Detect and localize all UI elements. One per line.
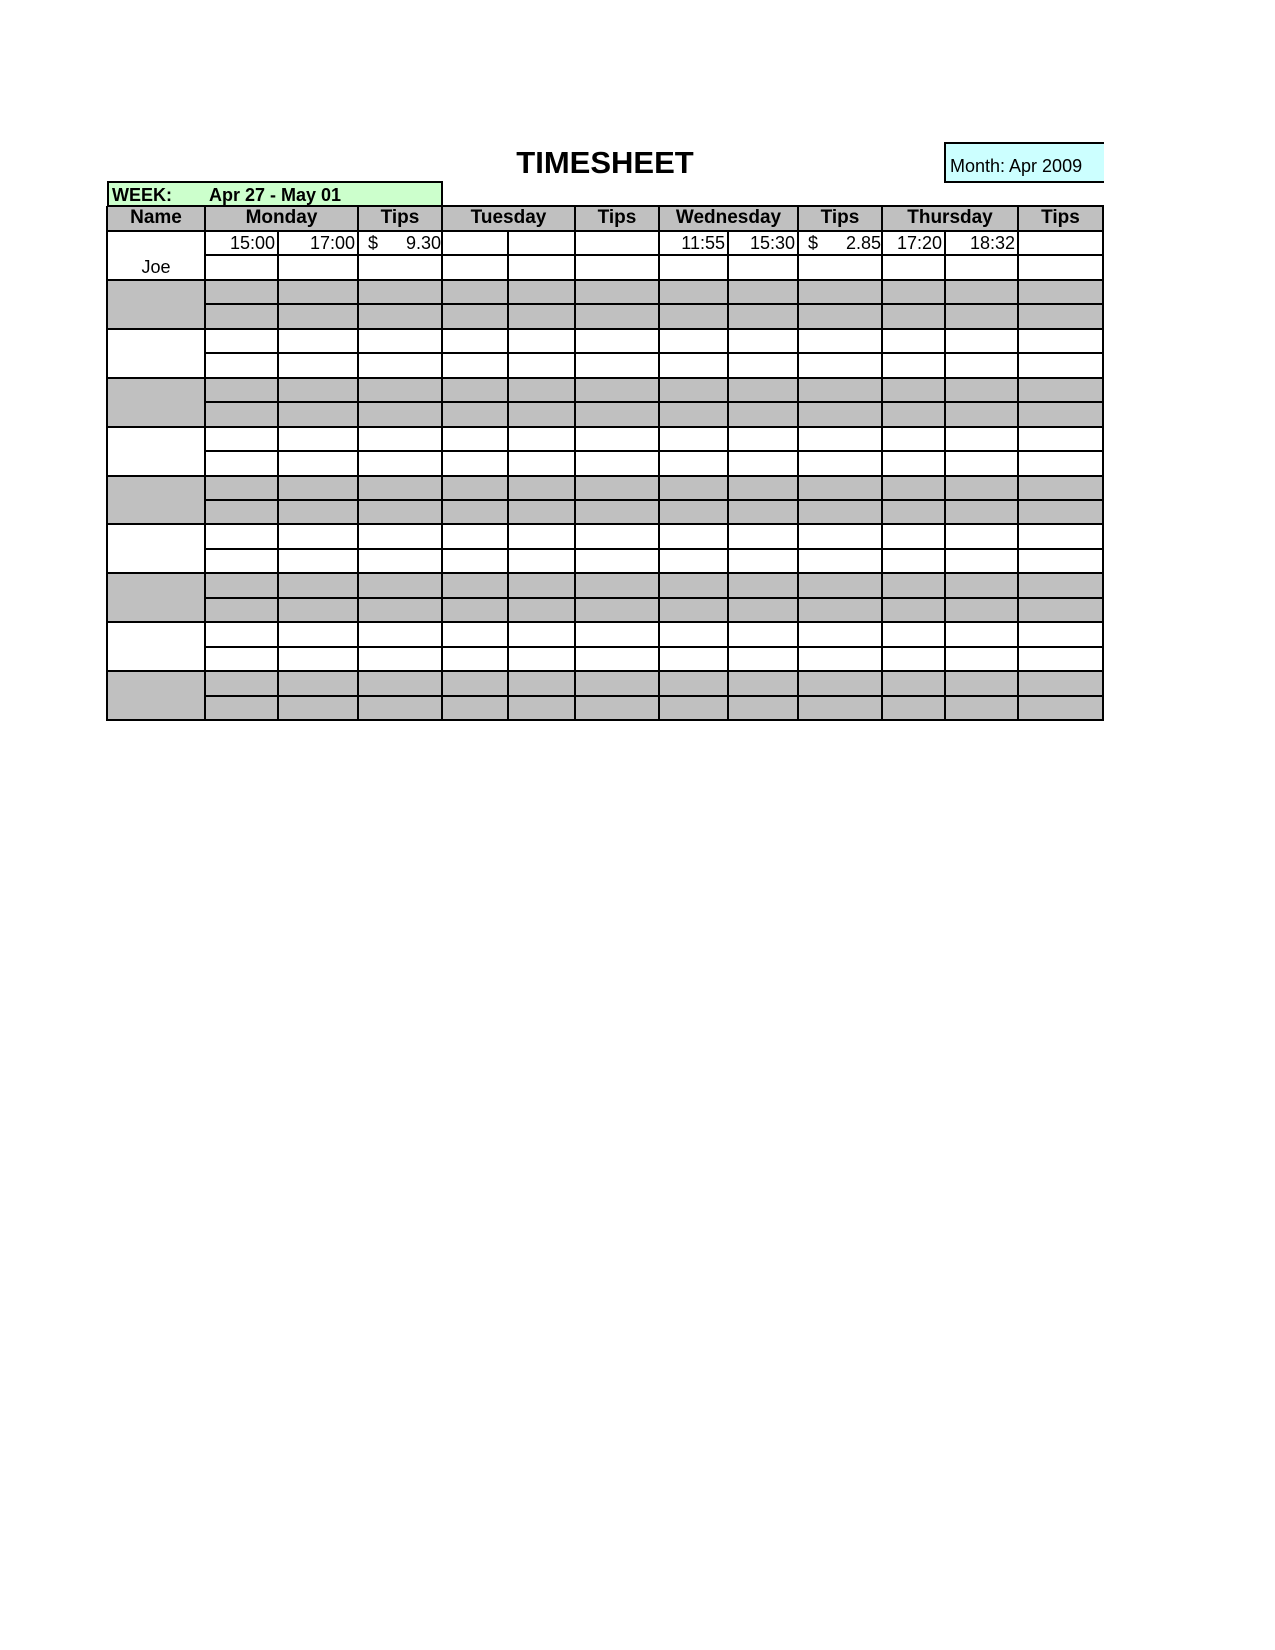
tuesday-out-cell[interactable] xyxy=(508,476,575,500)
tuesday-in-cell[interactable] xyxy=(442,427,508,451)
wednesday-in-cell[interactable] xyxy=(659,280,728,304)
monday-out-cell[interactable] xyxy=(278,500,358,524)
monday-in-cell[interactable] xyxy=(205,427,278,451)
employee-name-cell[interactable] xyxy=(107,524,205,573)
grid-line xyxy=(441,206,443,231)
monday-out-cell[interactable] xyxy=(278,524,358,548)
employee-name-cell[interactable] xyxy=(107,329,205,378)
wednesday-tips-cell[interactable] xyxy=(798,647,882,671)
grid-line xyxy=(107,719,1104,721)
tuesday-in-cell[interactable] xyxy=(442,329,508,353)
wednesday-out-cell[interactable] xyxy=(728,402,798,426)
monday-out-cell[interactable] xyxy=(278,280,358,304)
thursday-out-cell[interactable] xyxy=(945,476,1018,500)
grid-line xyxy=(107,230,1104,232)
column-header-tips: Tips xyxy=(1018,206,1103,231)
tuesday-in-cell[interactable] xyxy=(442,280,508,304)
wednesday-tips-cell[interactable] xyxy=(798,500,882,524)
wednesday-out-cell[interactable] xyxy=(728,329,798,353)
wednesday-tips-cell[interactable] xyxy=(798,304,882,328)
monday-in-cell[interactable] xyxy=(205,524,278,548)
thursday-out-cell[interactable] xyxy=(945,402,1018,426)
grid-line xyxy=(574,206,576,231)
wednesday-tips-cell[interactable] xyxy=(798,671,882,695)
tuesday-in-cell[interactable] xyxy=(442,549,508,573)
thursday-in-cell[interactable] xyxy=(882,255,945,279)
monday-out-cell[interactable] xyxy=(278,353,358,377)
monday-in-cell[interactable] xyxy=(205,622,278,646)
tip-amount: 2.85 xyxy=(845,233,881,253)
monday-out-cell[interactable] xyxy=(278,622,358,646)
wednesday-out-cell[interactable] xyxy=(728,598,798,622)
grid-line xyxy=(205,401,1104,403)
wednesday-in-cell[interactable] xyxy=(659,573,728,597)
wednesday-in-cell[interactable] xyxy=(659,647,728,671)
monday-tips-cell[interactable] xyxy=(358,304,442,328)
wednesday-out-cell[interactable] xyxy=(728,696,798,720)
wednesday-in-cell[interactable] xyxy=(659,476,728,500)
monday-out-cell[interactable] xyxy=(278,598,358,622)
tip-amount: 9.30 xyxy=(405,233,441,253)
monday-tips-cell[interactable] xyxy=(358,622,442,646)
tuesday-tips-cell[interactable] xyxy=(575,427,659,451)
wednesday-in-cell[interactable] xyxy=(659,255,728,279)
tuesday-tips-cell[interactable] xyxy=(575,280,659,304)
tuesday-tips-cell[interactable] xyxy=(575,696,659,720)
wednesday-out-cell[interactable] xyxy=(728,427,798,451)
monday-out-cell[interactable] xyxy=(278,255,358,279)
grid-line xyxy=(107,205,1104,207)
thursday-in-cell[interactable] xyxy=(882,329,945,353)
tuesday-tips-cell[interactable] xyxy=(575,598,659,622)
grid-line xyxy=(205,450,1104,452)
tuesday-tips-cell[interactable] xyxy=(575,500,659,524)
thursday-out-cell[interactable] xyxy=(945,353,1018,377)
tuesday-out-cell[interactable] xyxy=(508,378,575,402)
monday-in-cell[interactable] xyxy=(205,500,278,524)
thursday-in-cell[interactable] xyxy=(882,573,945,597)
monday-in-cell[interactable] xyxy=(205,696,278,720)
monday-tips-cell[interactable] xyxy=(358,598,442,622)
wednesday-tips-cell[interactable] xyxy=(798,378,882,402)
employee-name-cell[interactable] xyxy=(107,671,205,720)
thursday-tips-cell[interactable] xyxy=(1018,353,1103,377)
monday-in-cell[interactable] xyxy=(205,647,278,671)
tuesday-in-cell[interactable] xyxy=(442,476,508,500)
monday-in-cell[interactable] xyxy=(205,280,278,304)
wednesday-in-cell[interactable] xyxy=(659,500,728,524)
monday-in-cell[interactable] xyxy=(205,671,278,695)
tuesday-in-cell[interactable] xyxy=(442,353,508,377)
thursday-out-cell[interactable] xyxy=(945,304,1018,328)
tuesday-out-cell[interactable] xyxy=(508,329,575,353)
monday-out-cell[interactable] xyxy=(278,427,358,451)
wednesday-in-cell[interactable] xyxy=(659,378,728,402)
grid-line xyxy=(357,206,359,231)
grid-line xyxy=(205,303,1104,305)
monday-in-cell[interactable] xyxy=(205,255,278,279)
week-label: WEEK: xyxy=(112,185,172,205)
monday-in-cell[interactable] xyxy=(205,598,278,622)
tuesday-tips-cell[interactable] xyxy=(575,524,659,548)
monday-in-cell[interactable] xyxy=(205,451,278,475)
thursday-tips-cell[interactable] xyxy=(1018,524,1103,548)
thursday-tips-cell[interactable] xyxy=(1018,696,1103,720)
tuesday-in-cell[interactable] xyxy=(442,671,508,695)
tuesday-out-cell[interactable] xyxy=(508,500,575,524)
tuesday-tips-cell[interactable] xyxy=(575,451,659,475)
tuesday-in-cell[interactable] xyxy=(442,500,508,524)
tuesday-out-cell[interactable] xyxy=(508,427,575,451)
thursday-in-cell[interactable] xyxy=(882,304,945,328)
wednesday-in-cell[interactable] xyxy=(659,353,728,377)
grid-line xyxy=(107,426,1104,428)
monday-in-cell[interactable] xyxy=(205,329,278,353)
currency-symbol: $ xyxy=(368,233,379,253)
wednesday-tips-cell[interactable] xyxy=(798,231,882,255)
tuesday-out-cell[interactable] xyxy=(508,696,575,720)
thursday-out-cell[interactable] xyxy=(945,671,1018,695)
thursday-out-cell[interactable]: 18:32 xyxy=(969,233,1015,253)
thursday-out-cell[interactable] xyxy=(945,573,1018,597)
monday-tips-cell[interactable] xyxy=(358,255,442,279)
week-range-value[interactable]: Apr 27 - May 01 xyxy=(209,185,342,205)
thursday-tips-cell[interactable] xyxy=(1018,573,1103,597)
grid-line xyxy=(106,206,108,231)
grid-line xyxy=(107,670,1104,672)
thursday-in-cell[interactable] xyxy=(882,402,945,426)
monday-out-cell[interactable] xyxy=(278,476,358,500)
tuesday-in-cell[interactable] xyxy=(442,524,508,548)
thursday-tips-cell[interactable] xyxy=(1018,304,1103,328)
wednesday-out-cell[interactable] xyxy=(728,500,798,524)
wednesday-in-cell[interactable] xyxy=(659,598,728,622)
thursday-in-cell[interactable] xyxy=(882,500,945,524)
wednesday-out-cell[interactable]: 15:30 xyxy=(749,233,795,253)
employee-name-cell[interactable]: Joe xyxy=(141,257,171,277)
thursday-out-cell[interactable] xyxy=(945,647,1018,671)
employee-name-cell[interactable] xyxy=(107,573,205,622)
wednesday-out-cell[interactable] xyxy=(728,671,798,695)
thursday-tips-cell[interactable] xyxy=(1018,402,1103,426)
monday-in-cell[interactable] xyxy=(205,476,278,500)
monday-in-cell[interactable] xyxy=(205,353,278,377)
thursday-tips-cell[interactable] xyxy=(1018,647,1103,671)
page-title: TIMESHEET xyxy=(516,145,694,180)
wednesday-out-cell[interactable] xyxy=(728,451,798,475)
wednesday-tips-cell[interactable] xyxy=(798,402,882,426)
monday-tips-cell[interactable] xyxy=(358,696,442,720)
thursday-out-cell[interactable] xyxy=(945,622,1018,646)
thursday-in-cell[interactable] xyxy=(882,280,945,304)
tuesday-out-cell[interactable] xyxy=(508,280,575,304)
thursday-in-cell[interactable] xyxy=(882,427,945,451)
tuesday-in-cell[interactable] xyxy=(442,573,508,597)
tuesday-tips-cell[interactable] xyxy=(575,476,659,500)
monday-in-cell[interactable] xyxy=(205,573,278,597)
wednesday-out-cell[interactable] xyxy=(728,476,798,500)
grid-line xyxy=(658,206,660,231)
monday-tips-cell[interactable] xyxy=(358,647,442,671)
monday-tips-cell[interactable] xyxy=(358,451,442,475)
wednesday-in-cell[interactable] xyxy=(659,524,728,548)
tuesday-out-cell[interactable] xyxy=(508,255,575,279)
grid-line xyxy=(205,548,1104,550)
grid-line xyxy=(205,499,1104,501)
grid-line xyxy=(205,597,1104,599)
wednesday-in-cell[interactable] xyxy=(659,549,728,573)
tuesday-in-cell[interactable] xyxy=(442,402,508,426)
column-header-tips: Tips xyxy=(575,206,659,231)
tuesday-in-cell[interactable] xyxy=(442,598,508,622)
wednesday-out-cell[interactable] xyxy=(728,647,798,671)
tuesday-in-cell[interactable] xyxy=(442,622,508,646)
monday-out-cell[interactable] xyxy=(278,304,358,328)
tuesday-in-cell[interactable] xyxy=(442,696,508,720)
tuesday-tips-cell[interactable] xyxy=(575,402,659,426)
thursday-in-cell[interactable] xyxy=(882,378,945,402)
month-field[interactable]: Month: Apr 2009 xyxy=(944,142,1104,183)
tuesday-out-cell[interactable] xyxy=(508,549,575,573)
grid-line xyxy=(107,572,1104,574)
wednesday-tips-cell[interactable] xyxy=(798,451,882,475)
grid-line xyxy=(1102,206,1104,231)
thursday-in-cell[interactable]: 17:20 xyxy=(896,233,942,253)
thursday-tips-cell[interactable] xyxy=(1018,378,1103,402)
thursday-out-cell[interactable] xyxy=(945,500,1018,524)
wednesday-in-cell[interactable] xyxy=(659,696,728,720)
monday-in-cell[interactable]: 15:00 xyxy=(229,233,275,253)
thursday-tips-cell[interactable] xyxy=(1018,329,1103,353)
thursday-out-cell[interactable] xyxy=(945,696,1018,720)
monday-tips-cell[interactable] xyxy=(358,231,442,255)
grid-line xyxy=(205,695,1104,697)
tuesday-tips-cell[interactable] xyxy=(575,573,659,597)
tuesday-in-cell[interactable] xyxy=(442,378,508,402)
column-header-tuesday: Tuesday xyxy=(442,206,575,231)
wednesday-out-cell[interactable] xyxy=(728,622,798,646)
employee-name-cell[interactable] xyxy=(107,476,205,525)
wednesday-tips-cell[interactable] xyxy=(798,573,882,597)
tuesday-in-cell[interactable] xyxy=(442,451,508,475)
wednesday-out-cell[interactable] xyxy=(728,255,798,279)
tuesday-out-cell[interactable] xyxy=(508,671,575,695)
tuesday-out-cell[interactable] xyxy=(508,622,575,646)
tuesday-in-cell[interactable] xyxy=(442,304,508,328)
tuesday-out-cell[interactable] xyxy=(508,304,575,328)
thursday-tips-cell[interactable] xyxy=(1018,427,1103,451)
employee-name-cell[interactable] xyxy=(107,280,205,329)
grid-line xyxy=(205,352,1104,354)
monday-tips-cell[interactable] xyxy=(358,353,442,377)
wednesday-tips-cell[interactable] xyxy=(798,255,882,279)
thursday-tips-cell[interactable] xyxy=(1018,280,1103,304)
thursday-out-cell[interactable] xyxy=(945,255,1018,279)
wednesday-out-cell[interactable] xyxy=(728,304,798,328)
monday-tips-cell[interactable] xyxy=(358,329,442,353)
thursday-out-cell[interactable] xyxy=(945,598,1018,622)
thursday-tips-cell[interactable] xyxy=(1018,476,1103,500)
thursday-in-cell[interactable] xyxy=(882,647,945,671)
wednesday-tips-cell[interactable] xyxy=(798,598,882,622)
currency-symbol: $ xyxy=(808,233,819,253)
thursday-tips-cell[interactable] xyxy=(1018,255,1103,279)
monday-out-cell[interactable] xyxy=(278,549,358,573)
wednesday-in-cell[interactable] xyxy=(659,304,728,328)
thursday-tips-cell[interactable] xyxy=(1018,622,1103,646)
tuesday-tips-cell[interactable] xyxy=(575,329,659,353)
wednesday-out-cell[interactable] xyxy=(728,573,798,597)
wednesday-in-cell[interactable] xyxy=(659,671,728,695)
wednesday-in-cell[interactable] xyxy=(659,329,728,353)
thursday-in-cell[interactable] xyxy=(882,671,945,695)
thursday-tips-cell[interactable] xyxy=(1018,598,1103,622)
monday-in-cell[interactable] xyxy=(205,304,278,328)
grid-line xyxy=(205,646,1104,648)
column-header-thursday: Thursday xyxy=(882,206,1018,231)
monday-out-cell[interactable] xyxy=(278,402,358,426)
tuesday-out-cell[interactable] xyxy=(508,598,575,622)
wednesday-out-cell[interactable] xyxy=(728,549,798,573)
thursday-tips-cell[interactable] xyxy=(1018,231,1103,255)
thursday-out-cell[interactable] xyxy=(945,427,1018,451)
thursday-in-cell[interactable] xyxy=(882,549,945,573)
monday-tips-cell[interactable] xyxy=(358,671,442,695)
wednesday-in-cell[interactable] xyxy=(659,427,728,451)
tuesday-tips-cell[interactable] xyxy=(575,304,659,328)
tuesday-out-cell[interactable] xyxy=(508,402,575,426)
wednesday-out-cell[interactable] xyxy=(728,353,798,377)
monday-in-cell[interactable] xyxy=(205,549,278,573)
thursday-out-cell[interactable] xyxy=(945,549,1018,573)
monday-out-cell[interactable]: 17:00 xyxy=(309,233,355,253)
thursday-in-cell[interactable] xyxy=(882,451,945,475)
thursday-in-cell[interactable] xyxy=(882,524,945,548)
tuesday-out-cell[interactable] xyxy=(508,353,575,377)
wednesday-out-cell[interactable] xyxy=(728,378,798,402)
employee-name-cell[interactable] xyxy=(107,427,205,476)
column-header-tips: Tips xyxy=(358,206,442,231)
tuesday-out-cell[interactable] xyxy=(508,524,575,548)
monday-out-cell[interactable] xyxy=(278,671,358,695)
wednesday-tips-cell[interactable] xyxy=(798,622,882,646)
grid-line xyxy=(204,206,206,231)
employee-name-cell[interactable] xyxy=(107,378,205,427)
thursday-tips-cell[interactable] xyxy=(1018,500,1103,524)
wednesday-tips-cell[interactable] xyxy=(798,329,882,353)
wednesday-tips-cell[interactable] xyxy=(798,524,882,548)
wednesday-in-cell[interactable] xyxy=(659,402,728,426)
tuesday-out-cell[interactable] xyxy=(508,573,575,597)
monday-tips-cell[interactable] xyxy=(358,280,442,304)
tuesday-in-cell[interactable] xyxy=(442,255,508,279)
tuesday-tips-cell[interactable] xyxy=(575,255,659,279)
wednesday-in-cell[interactable] xyxy=(659,622,728,646)
thursday-out-cell[interactable] xyxy=(945,524,1018,548)
monday-tips-cell[interactable] xyxy=(358,524,442,548)
monday-tips-cell[interactable] xyxy=(358,573,442,597)
grid-line xyxy=(107,279,1104,281)
wednesday-in-cell[interactable] xyxy=(659,451,728,475)
thursday-in-cell[interactable] xyxy=(882,353,945,377)
wednesday-tips-cell[interactable] xyxy=(798,476,882,500)
tuesday-tips-cell[interactable] xyxy=(575,622,659,646)
column-header-wednesday: Wednesday xyxy=(659,206,798,231)
grid-line xyxy=(1017,206,1019,231)
thursday-out-cell[interactable] xyxy=(945,280,1018,304)
wednesday-out-cell[interactable] xyxy=(728,524,798,548)
grid-line xyxy=(107,523,1104,525)
monday-tips-cell[interactable] xyxy=(358,476,442,500)
tuesday-in-cell[interactable] xyxy=(442,647,508,671)
grid-line xyxy=(107,621,1104,623)
column-header-tips: Tips xyxy=(798,206,882,231)
thursday-tips-cell[interactable] xyxy=(1018,671,1103,695)
monday-out-cell[interactable] xyxy=(278,378,358,402)
thursday-in-cell[interactable] xyxy=(882,476,945,500)
monday-out-cell[interactable] xyxy=(278,696,358,720)
column-header-monday: Monday xyxy=(205,206,358,231)
tuesday-out-cell[interactable] xyxy=(508,647,575,671)
tuesday-tips-cell[interactable] xyxy=(575,231,659,255)
column-header-name: Name xyxy=(107,206,205,231)
monday-in-cell[interactable] xyxy=(205,402,278,426)
wednesday-tips-cell[interactable] xyxy=(798,696,882,720)
monday-tips-cell[interactable] xyxy=(358,500,442,524)
thursday-tips-cell[interactable] xyxy=(1018,451,1103,475)
tuesday-tips-cell[interactable] xyxy=(575,353,659,377)
thursday-tips-cell[interactable] xyxy=(1018,549,1103,573)
monday-out-cell[interactable] xyxy=(278,451,358,475)
employee-name-cell[interactable] xyxy=(107,622,205,671)
thursday-out-cell[interactable] xyxy=(945,451,1018,475)
tuesday-tips-cell[interactable] xyxy=(575,647,659,671)
wednesday-tips-cell[interactable] xyxy=(798,549,882,573)
grid-line xyxy=(107,475,1104,477)
wednesday-tips-cell[interactable] xyxy=(798,427,882,451)
wednesday-tips-cell[interactable] xyxy=(798,353,882,377)
wednesday-out-cell[interactable] xyxy=(728,280,798,304)
monday-out-cell[interactable] xyxy=(278,573,358,597)
grid-line xyxy=(205,254,1104,256)
monday-tips-cell[interactable] xyxy=(358,402,442,426)
grid-line xyxy=(107,328,1104,330)
grid-line xyxy=(107,377,1104,379)
tuesday-out-cell[interactable] xyxy=(508,231,575,255)
monday-tips-cell[interactable] xyxy=(358,378,442,402)
tuesday-tips-cell[interactable] xyxy=(575,549,659,573)
grid-line xyxy=(881,206,883,231)
grid-line xyxy=(797,206,799,231)
thursday-in-cell[interactable] xyxy=(882,696,945,720)
thursday-in-cell[interactable] xyxy=(882,622,945,646)
monday-tips-cell[interactable] xyxy=(358,427,442,451)
tuesday-in-cell[interactable] xyxy=(442,231,508,255)
monday-in-cell[interactable] xyxy=(205,378,278,402)
monday-out-cell[interactable] xyxy=(278,329,358,353)
thursday-out-cell[interactable] xyxy=(945,329,1018,353)
wednesday-in-cell[interactable]: 11:55 xyxy=(681,233,725,253)
thursday-in-cell[interactable] xyxy=(882,598,945,622)
thursday-out-cell[interactable] xyxy=(945,378,1018,402)
tuesday-out-cell[interactable] xyxy=(508,451,575,475)
tuesday-tips-cell[interactable] xyxy=(575,378,659,402)
tuesday-tips-cell[interactable] xyxy=(575,671,659,695)
monday-tips-cell[interactable] xyxy=(358,549,442,573)
monday-out-cell[interactable] xyxy=(278,647,358,671)
wednesday-tips-cell[interactable] xyxy=(798,280,882,304)
